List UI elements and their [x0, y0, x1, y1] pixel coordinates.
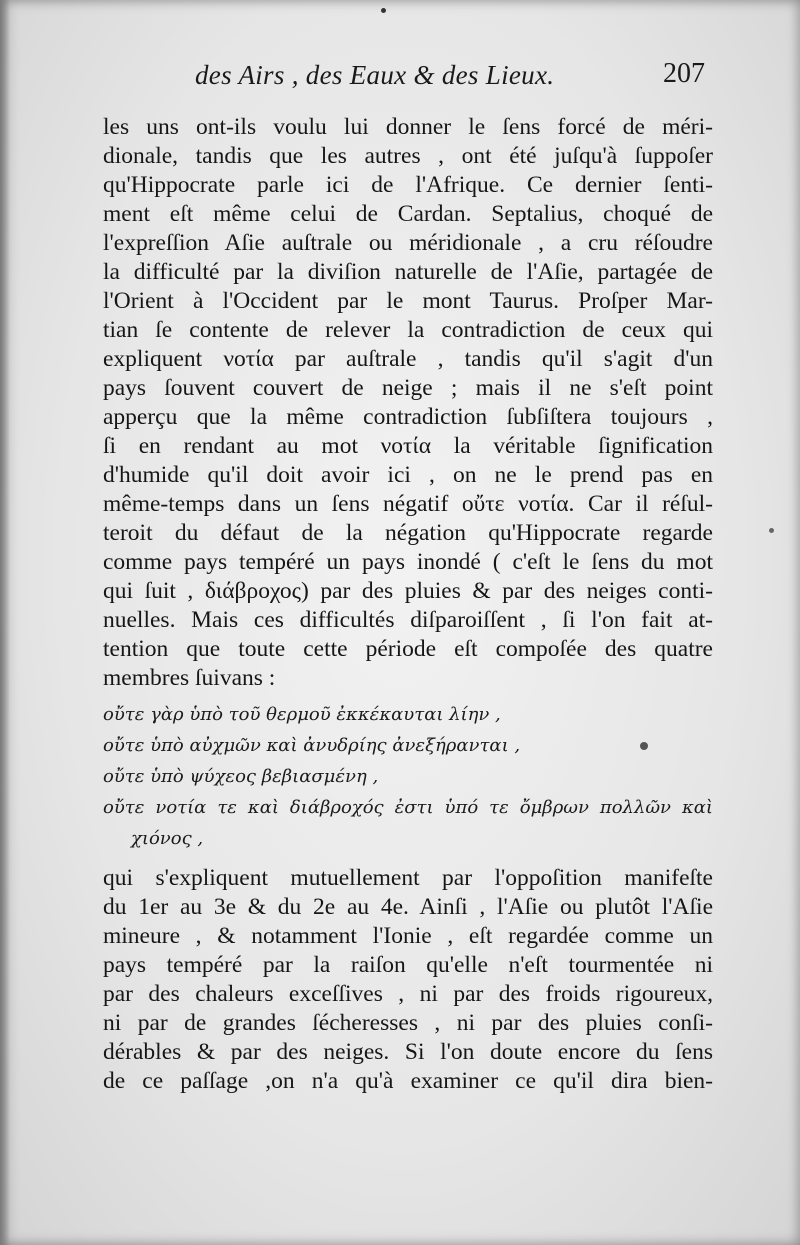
text-line: mineure , & notamment l'Ionie , eſt regardée comme un [103, 923, 713, 949]
text-line: l'Orient à l'Occident par le mont Taurus. Proſper Mar- [103, 288, 713, 314]
text-line: pays ſouvent couvert de neige ; mais il ne s'eſt point [103, 375, 713, 401]
text-line: apperçu que la même contradiction ſubſiſtera toujours , [103, 404, 713, 430]
body-text [103, 113, 713, 1096]
greek-line: οὔτε ὑπὸ ψύχεος βεβιασμένη , [103, 766, 379, 787]
page-number: 207 [663, 58, 705, 89]
text-line: membres ſuivans : [103, 665, 276, 691]
text-line: ment eſt même celui de Cardan. Septalius, choqué de [103, 201, 713, 227]
text-line: la difficulté par la diviſion naturelle de l'Aſie, partagée de [103, 259, 713, 285]
running-title: des Airs , des Eaux & des Lieux. [195, 60, 555, 90]
text-line: de ce paſſage ,on n'a qu'à examiner ce qu'il dira bien- [103, 1068, 713, 1094]
text-line: qui s'expliquent mutuellement par l'oppoſition manifeſte [103, 865, 713, 891]
text-line: ſi en rendant au mot νοτία la véritable ſignification [103, 433, 713, 459]
text-line: du 1er au 3e & du 2e au 4e. Ainſi , l'Aſie ou plutôt l'Aſie [103, 894, 713, 920]
text-line: dérables & par des neiges. Si l'on doute encore du ſens [103, 1039, 713, 1065]
text-line: d'humide qu'il doit avoir ici , on ne le prend pas en [103, 462, 713, 488]
text-line: pays tempéré par la raiſon qu'elle n'eſt tourmentée ni [103, 952, 713, 978]
greek-line: οὔτε ὑπὸ αὐχμῶν καὶ ἀνυδρίης ἀνεξήρανται , [103, 735, 521, 756]
text-line: dionale, tandis que les autres , ont été juſqu'à ſuppoſer [103, 143, 713, 169]
greek-line: οὔτε νοτία τε καὶ διάβροχός ἐστι ὑπό τε ὄμβρων πολλῶν καὶ [103, 797, 713, 818]
page-header [195, 58, 715, 98]
text-line: nuelles. Mais ces difficultés diſparoiſſent , ſi l'on fait at- [103, 607, 713, 633]
text-line: l'expreſſion Aſie auſtrale ou méridionale , a cru réſoudre [103, 230, 713, 256]
text-line: qui ſuit , διάβροχος) par des pluies & par des neiges conti- [103, 578, 713, 604]
greek-line: χιόνος , [131, 828, 204, 849]
text-line: même-temps dans un ſens négatif οὔτε νοτία. Car il réſul- [103, 491, 713, 517]
ink-speck [769, 528, 774, 533]
text-line: qu'Hippocrate parle ici de l'Afrique. Ce dernier ſenti- [103, 172, 713, 198]
text-line: tention que toute cette période eſt compoſée des quatre [103, 636, 713, 662]
greek-quotation [103, 699, 713, 854]
text-line: ni par de grandes ſécheresses , ni par des pluies conſi- [103, 1010, 713, 1036]
ink-speck [381, 8, 386, 13]
ink-speck [640, 742, 648, 750]
text-line: par des chaleurs exceſſives , ni par des froids rigoureux, [103, 981, 713, 1007]
text-line: teroit du défaut de la négation qu'Hippocrate regarde [103, 520, 713, 546]
greek-line: οὔτε γὰρ ὑπὸ τοῦ θερμοῦ ἐκκέκαυται λίην , [103, 704, 501, 725]
text-line: expliquent νοτία par auſtrale , tandis qu'il s'agit d'un [103, 346, 713, 372]
text-line: les uns ont-ils voulu lui donner le ſens forcé de méri- [103, 114, 713, 140]
text-line: comme pays tempéré un pays inondé ( c'eſt le ſens du mot [103, 549, 713, 575]
text-line: tian ſe contente de relever la contradiction de ceux qui [103, 317, 713, 343]
